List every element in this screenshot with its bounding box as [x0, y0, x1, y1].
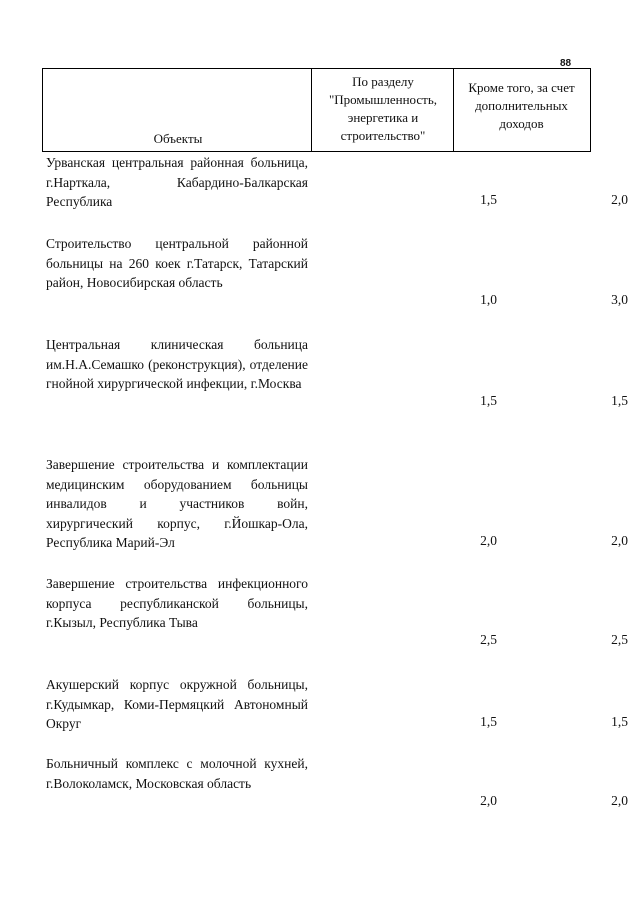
header-industry-line: По разделу [352, 74, 414, 89]
row-extra-value: 1,5 [611, 393, 628, 408]
column-divider [453, 69, 454, 151]
header-industry-line: энергетика и [347, 110, 419, 125]
header-extra-line: Кроме того, за счет [468, 80, 575, 95]
header-extra-line: дополнительных [475, 98, 568, 113]
row-object-name: Строительство центральной районной больницы на 260 коек г.Татарск, Татарский район, Новосибирская область [46, 236, 308, 290]
row-industry-value: 1,0 [480, 292, 497, 307]
header-industry-line: "Промышленность, [328, 92, 438, 107]
row-object-name: Урванская центральная районная больница, г.Нарткала, Кабардино-Балкарская Республика [46, 155, 308, 209]
row-object-name: Акушерский корпус окружной больницы, г.Кудымкар, Коми-Пермяцкий Автономный Округ [46, 677, 308, 731]
row-extra-value: 2,0 [611, 533, 628, 548]
table-header [42, 68, 591, 152]
row-object-name: Центральная клиническая больница им.Н.А.Семашко (реконструкция), отделение гнойной хирургической инфекции, г.Москва [46, 337, 308, 391]
header-industry-line: строительство" [340, 128, 426, 143]
page-number: 88 [560, 58, 572, 69]
row-industry-value: 1,5 [480, 192, 497, 207]
header-objects: Объекты [153, 131, 203, 146]
header-extra-income [455, 79, 588, 133]
row-object-name: Больничный комплекс с молочной кухней, г.Волоколамск, Московская область [46, 756, 308, 791]
row-object-name: Завершение строительства и комплектации медицинским оборудованием больницы инвалидов и участников войн, хирургический корпус, г.Йошкар-Ола, Республика Марий-Эл [46, 457, 308, 550]
row-industry-value: 2,5 [480, 632, 497, 647]
row-extra-value: 2,5 [611, 632, 628, 647]
row-extra-value: 2,0 [611, 793, 628, 808]
header-industry-section [315, 73, 451, 145]
row-industry-value: 2,0 [480, 533, 497, 548]
header-extra-line: доходов [499, 116, 544, 131]
row-extra-value: 3,0 [611, 292, 628, 307]
row-extra-value: 2,0 [611, 192, 628, 207]
row-object-name: Завершение строительства инфекционного корпуса республиканской больницы, г.Кызыл, Республика Тыва [46, 576, 308, 630]
row-industry-value: 2,0 [480, 793, 497, 808]
row-extra-value: 1,5 [611, 714, 628, 729]
row-industry-value: 1,5 [480, 714, 497, 729]
row-industry-value: 1,5 [480, 393, 497, 408]
